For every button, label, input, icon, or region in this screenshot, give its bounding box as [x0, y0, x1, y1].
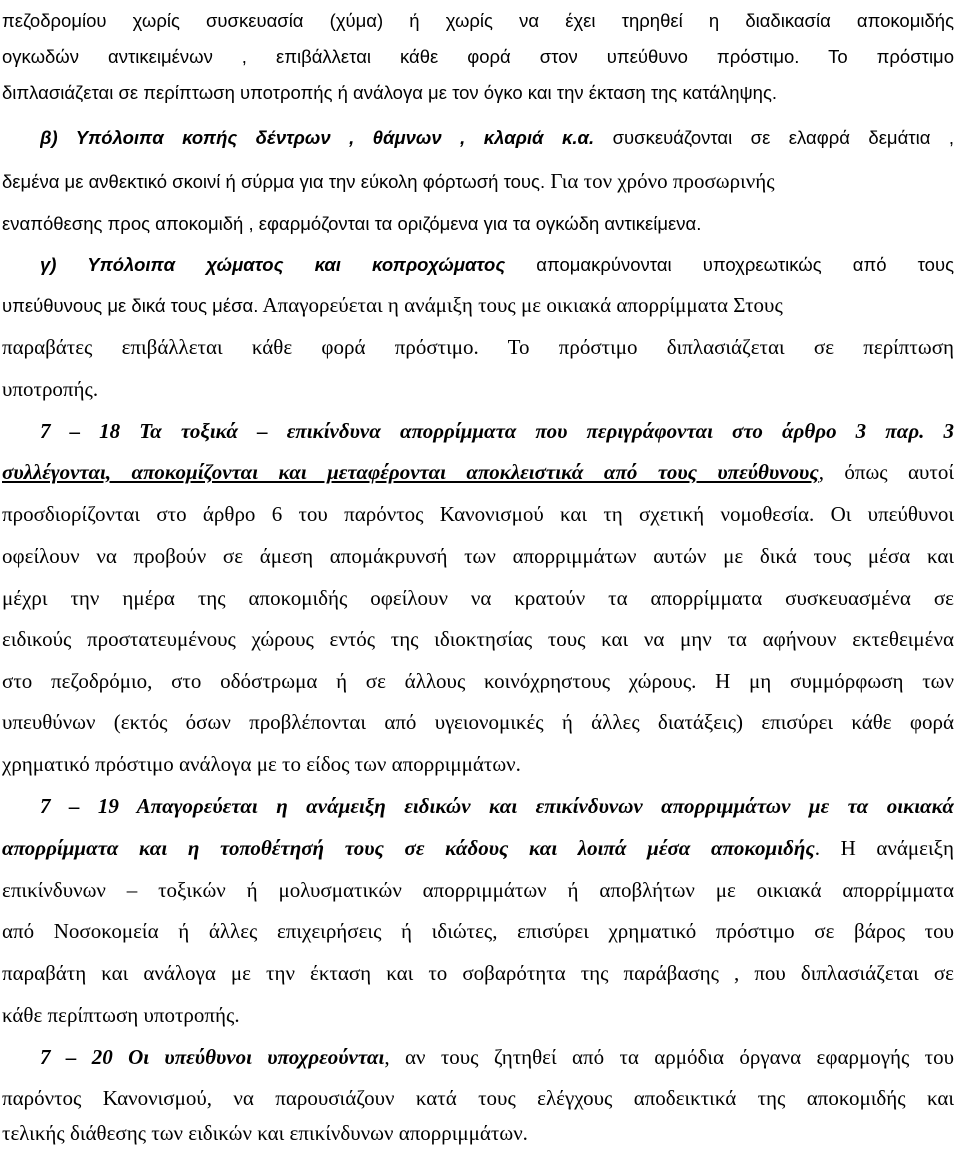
text-line	[2, 994, 954, 1036]
text-line	[2, 493, 954, 535]
text-line	[40, 1036, 954, 1078]
line-text: από Νοσοκομεία ή άλλες επιχειρήσεις ή ιδιώτες, επισύρει χρηματικό πρόστιμο σε βάρος του	[2, 919, 954, 943]
text-line	[2, 160, 954, 202]
line-text: οφείλουν να προβούν σε άμεση απομάκρυνσή των απορριμμάτων αυτών με δικά τους μέσα και	[2, 544, 954, 568]
line-text-serif: Απαγορεύεται η ανάμιξη τους με οικιακά απορρίμματα Στους	[258, 293, 783, 317]
text-line	[2, 869, 954, 911]
line-text: παρόντος Κανονισμού, να παρουσιάζουν κατά τους ελέγχους αποδεικτικά της αποκομιδής και	[2, 1086, 954, 1110]
text-line	[2, 910, 954, 952]
article-heading-7-18-cont: συλλέγονται, αποκομίζονται και μεταφέρονται αποκλειστικά από τους υπεύθυνους	[2, 460, 819, 484]
line-text: , αν τους ζητηθεί από τα αρμόδια όργανα εφαρμογής του	[384, 1045, 954, 1069]
text-line	[2, 203, 954, 245]
article-heading-7-20: 7 – 20 Οι υπεύθυνοι υποχρεούνται	[40, 1045, 385, 1069]
line-text: διπλασιάζεται σε περίπτωση υποτροπής ή ανάλογα με τον όγκο και την έκταση της κατάληψης.	[2, 82, 778, 103]
article-heading-7-18: 7 – 18 Τα τοξικά – επικίνδυνα απορρίμματα που περιγράφονται στο άρθρο 3 παρ. 3	[40, 419, 954, 443]
text-line	[2, 701, 954, 743]
line-text: δεμένα με ανθεκτικό σκοινί ή σύρμα για την εύκολη φόρτωσή τους.	[2, 171, 546, 192]
line-text: υπευθύνων (εκτός όσων προβλέπονται από υγειονομικές ή άλλες διατάξεις) επισύρει κάθε φορά	[2, 710, 954, 734]
text-line	[2, 577, 954, 619]
article-heading-7-19: 7 – 19 Απαγορεύεται η ανάμειξη ειδικών και επικίνδυνων απορριμμάτων με τα οικιακά	[40, 794, 954, 818]
line-text: υπεύθυνους με δικά τους μέσα.	[2, 295, 259, 316]
line-text: τελικής διάθεσης των ειδικών και επικίνδυνων απορριμμάτων.	[2, 1121, 528, 1145]
line-text: ειδικούς προστατευμένους χώρους εντός της ιδιοκτησίας τους και να μην τα αφήνουν εκτεθειμένα	[2, 627, 954, 651]
line-text: πεζοδρομίου χωρίς συσκευασία (χύμα) ή χωρίς να έχει τηρηθεί η διαδικασία αποκομιδής	[2, 10, 954, 31]
line-text: συσκευάζονται σε ελαφρά δεμάτια ,	[594, 127, 954, 148]
text-line	[40, 117, 954, 159]
line-text: εναπόθεσης προς αποκομιδή , εφαρμόζονται τα οριζόμενα για τα ογκώδη αντικείμενα.	[2, 213, 702, 234]
text-line	[2, 743, 954, 785]
text-line	[40, 410, 954, 452]
line-text: κάθε περίπτωση υποτροπής.	[2, 1003, 240, 1027]
text-line	[2, 284, 954, 326]
line-text: . Η ανάμειξη	[814, 836, 954, 860]
line-text: ογκωδών αντικειμένων , επιβάλλεται κάθε φορά στον υπεύθυνο πρόστιμο. Το πρόστιμο	[2, 46, 954, 67]
line-text: χρηματικό πρόστιμο ανάλογα με το είδος των απορριμμάτων.	[2, 752, 521, 776]
text-line	[2, 326, 954, 368]
text-line	[2, 952, 954, 994]
line-text-serif: Για τον χρόνο προσωρινής	[545, 169, 775, 193]
line-text: προσδιορίζονται στο άρθρο 6 του παρόντος Κανονισμού και τη σχετική νομοθεσία. Οι υπεύθυνοι	[2, 502, 954, 526]
text-line	[2, 451, 954, 493]
text-line	[2, 368, 954, 410]
text-line	[2, 660, 954, 702]
text-line	[2, 535, 954, 577]
text-line	[2, 72, 954, 114]
text-line	[40, 785, 954, 827]
line-text: επικίνδυνων – τοξικών ή μολυσματικών απορριμμάτων ή αποβλήτων με οικιακά απορρίμματα	[2, 878, 954, 902]
line-text: απομακρύνονται υποχρεωτικώς από τους	[505, 254, 954, 275]
line-text: , όπως αυτοί	[818, 460, 954, 484]
text-line	[2, 827, 954, 869]
line-text: στο πεζοδρόμιο, στο οδόστρωμα ή σε άλλους κοινόχρηστους χώρους. Η μη συμμόρφωση των	[2, 669, 954, 693]
text-line	[40, 244, 954, 286]
subsection-heading-b: β) Υπόλοιπα κοπής δέντρων , θάμνων , κλαριά κ.α.	[40, 127, 595, 148]
line-text: υποτροπής.	[2, 377, 99, 401]
text-line	[2, 618, 954, 660]
line-text: μέχρι την ημέρα της αποκομιδής οφείλουν να κρατούν τα απορρίμματα συσκευασμένα σε	[2, 586, 954, 610]
text-line	[2, 1112, 954, 1154]
subsection-heading-c: γ) Υπόλοιπα χώματος και κοπροχώματος	[40, 254, 506, 275]
line-text: παραβάτες επιβάλλεται κάθε φορά πρόστιμο. Το πρόστιμο διπλασιάζεται σε περίπτωση	[2, 335, 954, 359]
line-text: παραβάτη και ανάλογα με την έκταση και το σοβαρότητα της παράβασης , που διπλασιάζεται σε	[2, 961, 954, 985]
article-heading-7-19-cont: απορρίμματα και η τοποθέτησή τους σε κάδους και λοιπά μέσα αποκομιδής	[2, 836, 815, 860]
